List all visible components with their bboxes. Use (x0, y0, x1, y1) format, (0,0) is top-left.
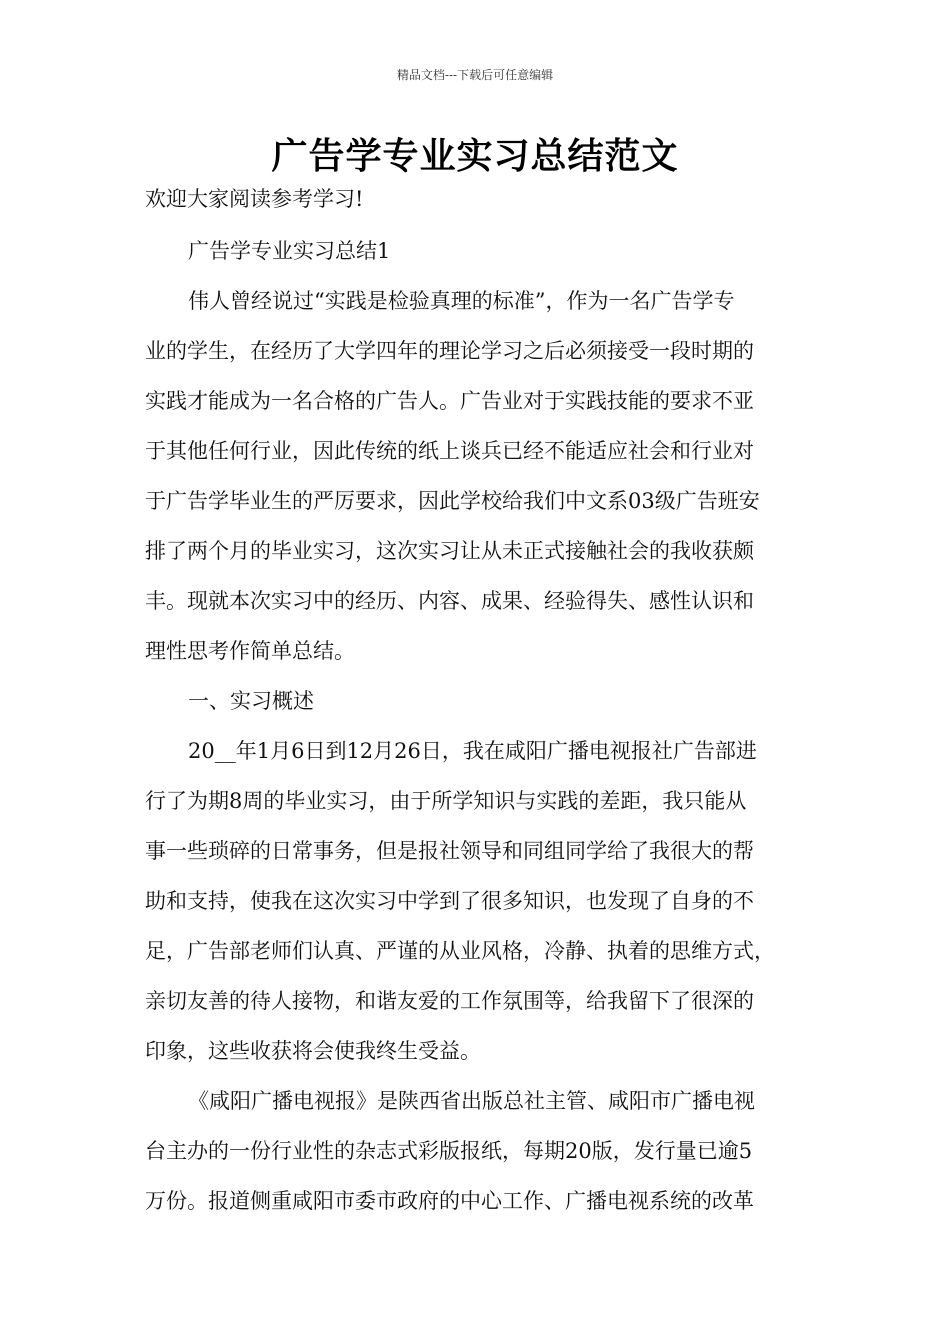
paragraph-line: 理性思考作简单总结。 (145, 639, 355, 663)
paragraph-line: 实践才能成为一名合格的广告人。广告业对于实践技能的要求不亚 (145, 389, 754, 413)
intro-line: 欢迎大家阅读参考学习! (145, 187, 364, 211)
paragraph-line: 台主办的一份行业性的杂志式彩版报纸，每期20版，发行量已逾5 (145, 1139, 753, 1163)
paragraph-line: 伟人曾经说过“实践是检验真理的标准”，作为一名广告学专 (188, 289, 735, 313)
paragraph-line: 行了为期8周的毕业实习，由于所学知识与实践的差距，我只能从 (145, 789, 747, 813)
paragraph-line: 助和支持，使我在这次实习中学到了很多知识，也发现了自身的不 (145, 889, 754, 913)
paragraph-line: 事一些琐碎的日常事务，但是报社领导和同组同学给了我很大的帮 (145, 839, 754, 863)
paragraph-line: 足，广告部老师们认真、严谨的从业风格，冷静、执着的思维方式， (145, 939, 775, 963)
paragraph-line: 排了两个月的毕业实习，这次实习让从未正式接触社会的我收获颇 (145, 539, 754, 563)
section-heading-1: 广告学专业实习总结1 (188, 239, 391, 263)
paragraph-line: 丰。现就本次实习中的经历、内容、成果、经验得失、感性认识和 (145, 589, 754, 613)
paragraph-line: 20__年1月6日到12月26日，我在咸阳广播电视报社广告部进 (188, 739, 757, 763)
document-title: 广告学专业实习总结范文 (271, 136, 679, 177)
page-header: 精品文档---下载后可任意编辑 (396, 68, 554, 82)
paragraph-line: 万份。报道侧重咸阳市委市政府的中心工作、广播电视系统的改革 (145, 1189, 754, 1213)
paragraph-line: 于其他任何行业，因此传统的纸上谈兵已经不能适应社会和行业对 (145, 439, 754, 463)
section-heading-2: 一、实习概述 (188, 689, 314, 713)
paragraph-line: 印象，这些收获将会使我终生受益。 (145, 1039, 481, 1063)
paragraph-line: 于广告学毕业生的严厉要求，因此学校给我们中文系03级广告班安 (145, 489, 760, 513)
paragraph-line: 亲切友善的待人接物，和谐友爱的工作氛围等，给我留下了很深的 (145, 989, 754, 1013)
paragraph-line: 业的学生，在经历了大学四年的理论学习之后必须接受一段时期的 (145, 339, 754, 363)
paragraph-line: 《咸阳广播电视报》是陕西省出版总社主管、咸阳市广播电视 (188, 1089, 755, 1113)
